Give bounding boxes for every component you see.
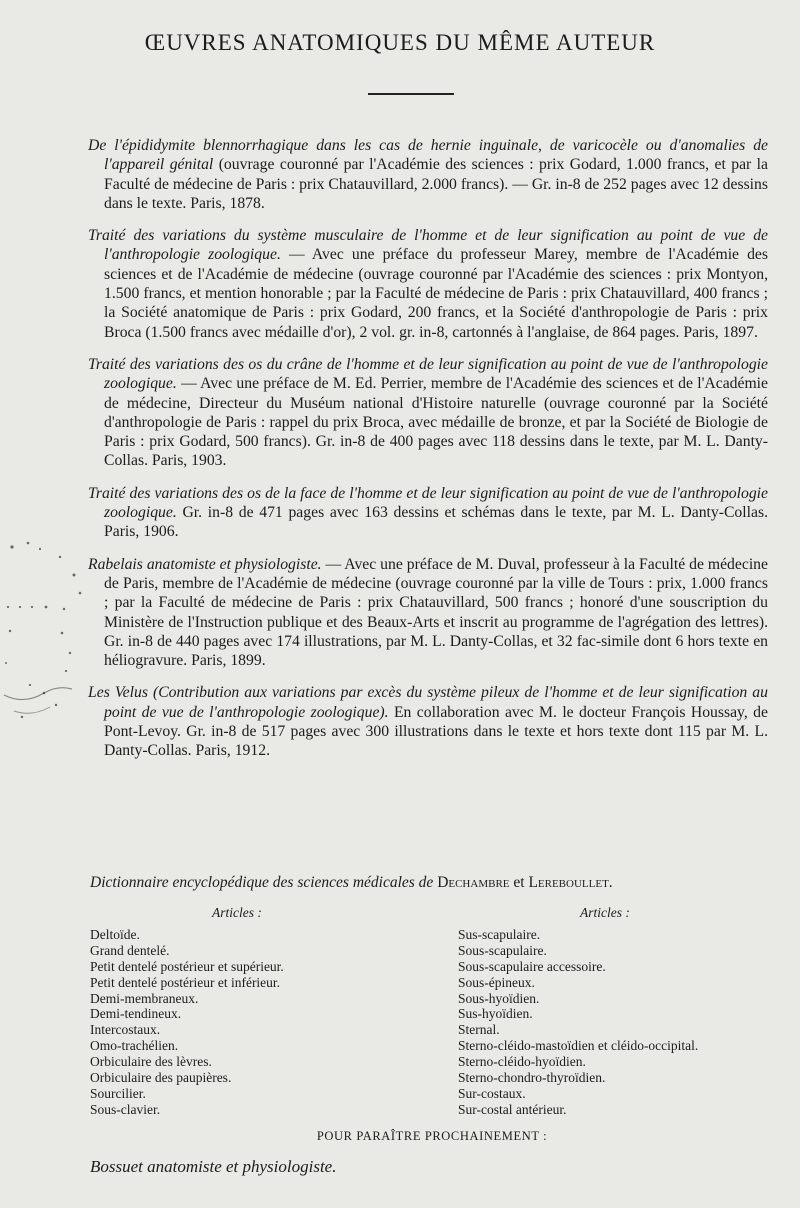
work-entry (88, 136, 768, 213)
work-entry (88, 683, 768, 760)
article-item: Sous-hyoïdien. (458, 990, 540, 1006)
article-item: Sous-scapulaire. (458, 942, 547, 958)
article-item: Grand dentelé. (90, 942, 170, 958)
article-item: Sous-clavier. (90, 1101, 161, 1117)
work-entry (88, 555, 768, 671)
forthcoming-title: Bossuet anatomiste et physiologiste. (90, 1157, 337, 1176)
work-details: (ouvrage couronné par l'Académie des sciences : prix Godard, 1.000 francs, et par la Faculté de médecine de Paris : prix Chatauvillard, 2.000 francs). — Gr. in-8 de 252 pages avec 12 dessins dans le texte. Paris, 1878. (104, 156, 768, 212)
article-item: Orbiculaire des paupières. (90, 1070, 232, 1086)
article-item: Sus-scapulaire. (458, 926, 541, 942)
articles-column-left (90, 905, 420, 1118)
dictionary-author: Lereboullet. (528, 874, 613, 891)
article-item: Sternal. (458, 1022, 500, 1038)
article-list (458, 927, 778, 1118)
work-details: — Avec une préface du professeur Marey, membre de l'Académie des sciences et de l'Académie de médecine (ouvrage couronné par l'Académie des sciences : prix Montyon, 1.500 francs, et mention honorable ; par la Faculté de médecine de Paris : prix Chatauvillard, 400 francs ; la Société anatomique de Paris : prix Godard, 200 francs, et la Société d'anthropologie de Paris : prix Broca (1.500 francs avec médaille d'or), 2 vol. gr. in-8, cartonnés à l'anglaise, de 864 pages. Paris, 1897. (104, 246, 768, 341)
article-item: Sourcilier. (90, 1085, 146, 1101)
work-title: De l'épididymite blennorrhagique dans les cas de hernie inguinale, de varicocèle ou d'anomalies de l'appareil génital (88, 137, 768, 174)
work-entry (88, 484, 768, 542)
work-details: En collaboration avec M. le docteur François Houssay, de Pont-Levoy. Gr. in-8 de 517 pages avec 300 illustrations dans le texte et hors texte dont 115 par M. L. Danty-Collas. Paris, 1912. (104, 703, 768, 760)
article-item: Petit dentelé postérieur et inférieur. (90, 974, 281, 990)
article-item: Deltoïde. (90, 926, 140, 942)
articles-columns (90, 905, 770, 1115)
dictionary-heading (90, 874, 770, 892)
page-title: ŒUVRES ANATOMIQUES DU MÊME AUTEUR (144, 30, 656, 55)
work-details: — Avec une préface de M. Ed. Perrier, membre de l'Académie des sciences et de l'Académie de médecine, Directeur du Muséum national d'Histoire naturelle (ouvrage couronné par la Société d'anthropologie de Paris : rappel du prix Broca, avec médaille de bronze, et par la Société de Biologie de Paris : prix Godard, 500 francs). Gr. in-8 de 400 pages avec 118 dessins dans le texte, par M. L. Danty-Collas. Paris, 1903. (104, 375, 768, 470)
article-item: Sur-costaux. (458, 1085, 526, 1101)
dictionary-conjunction: et (513, 874, 525, 891)
article-item: Sterno-cléido-mastoïdien et cléido-occipital. (458, 1038, 699, 1054)
article-item: Sous-épineux. (458, 974, 535, 990)
work-title: Traité des variations du système musculaire de l'homme et de leur signification au point de vue de l'anthropologie zoologique. (88, 227, 768, 264)
work-title: Traité des variations des os du crâne de l'homme et de leur signification au point de vue de l'anthropologie zoologique. (88, 355, 768, 393)
work-title: Traité des variations des os de la face de l'homme et de leur signification au point de vue de l'anthropologie zoologique. (88, 484, 768, 522)
work-details: Gr. in-8 de 471 pages avec 163 dessins et schémas dans le texte, par M. L. Danty-Collas. Paris, 1906. (104, 504, 768, 541)
work-entry (88, 355, 768, 471)
article-item: Demi-membraneux. (90, 990, 199, 1006)
column-heading: Articles : (580, 905, 630, 920)
column-heading: Articles : (212, 905, 262, 920)
articles-column-right (458, 905, 778, 1118)
dictionary-author: Dechambre (437, 874, 510, 891)
library-stamp (0, 535, 95, 735)
article-item: Sous-scapulaire accessoire. (458, 958, 606, 974)
article-list (90, 927, 420, 1118)
article-item: Sus-hyoïdien. (458, 1006, 533, 1022)
article-item: Sterno-cléido-hyoïdien. (458, 1054, 586, 1070)
work-title: Rabelais anatomiste et physiologiste. (88, 555, 322, 573)
work-details: — Avec une préface de M. Duval, professeur à la Faculté de médecine de Paris, membre de l'Académie de médecine (ouvrage couronné par la ville de Tours : prix, 1.000 francs ; par la Faculté de médecine de Paris : prix Chatauvillard, 500 francs ; honoré d'une souscription du Ministère de l'Instruction publique et des Beaux-Arts et inscrit au programme de l'agrégation des lettres). Gr. in-8 de 440 pages avec 174 illustrations, par M. L. Danty-Collas, et 32 fac-simile dont 6 hors texte en héliogravure. Paris, 1899. (104, 555, 768, 670)
article-item: Sur-costal antérieur. (458, 1101, 567, 1117)
title-divider (368, 93, 454, 95)
article-item: Omo-trachélien. (90, 1038, 179, 1054)
article-item: Demi-tendineux. (90, 1006, 182, 1022)
works-list (88, 136, 768, 774)
forthcoming-label: POUR PARAÎTRE PROCHAINEMENT : (316, 1129, 548, 1143)
article-item: Intercostaux. (90, 1022, 161, 1038)
article-item: Sterno-chondro-thyroïdien. (458, 1070, 606, 1086)
article-item: Petit dentelé postérieur et supérieur. (90, 958, 284, 974)
work-entry (88, 226, 768, 342)
article-item: Orbiculaire des lèvres. (90, 1054, 212, 1070)
work-title: Les Velus (Contribution aux variations par excès du système pileux de l'homme et de leur signification au point de vue de l'anthropologie zoologique). (88, 684, 768, 721)
dictionary-title: Dictionnaire encyclopédique des sciences médicales de (90, 874, 434, 891)
